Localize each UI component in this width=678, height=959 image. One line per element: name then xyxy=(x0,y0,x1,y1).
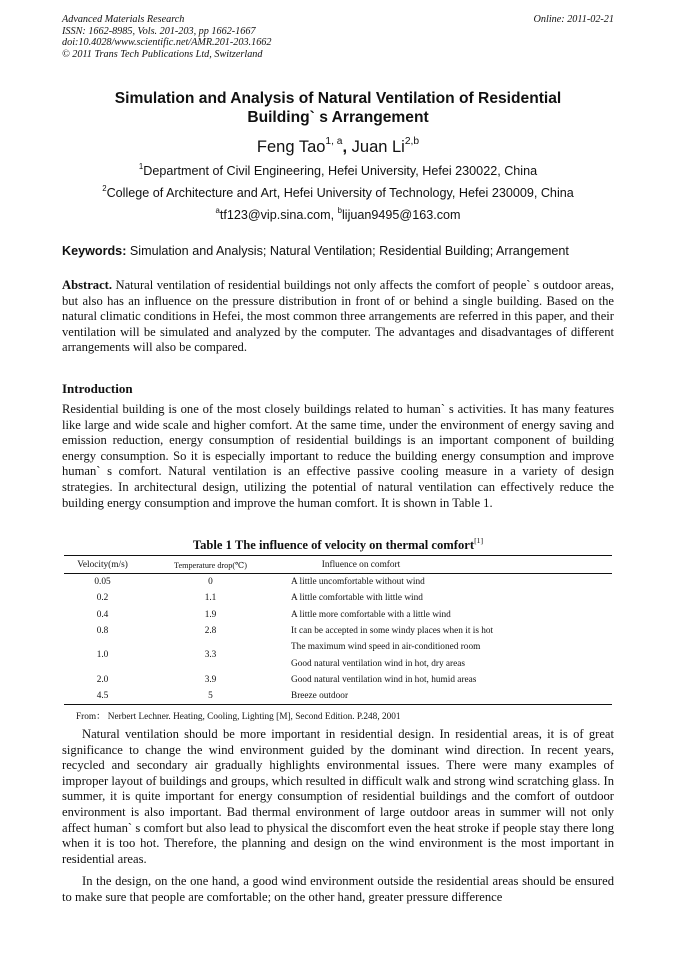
journal-name: Advanced Materials Research xyxy=(62,14,185,25)
section-heading-introduction: Introduction xyxy=(62,381,133,396)
author-emails: $^a$tf123@vip.sina.com, $^b$lijuan9495@163.com xyxy=(215,205,461,222)
paper-title xyxy=(62,89,614,127)
column-header-influence: Influence on comfort xyxy=(321,559,401,570)
table-row: 4.5 5 Breeze outdoor xyxy=(96,691,349,702)
doi-line: doi:10.4028/www.scientific.net/AMR.201-203.1662 xyxy=(62,37,272,49)
column-header-temperature: Temperature drop(℃) xyxy=(174,560,247,570)
table-row: 0.2 1.1 A little comfortable with little wind xyxy=(96,593,423,604)
author-name: Feng Tao xyxy=(256,138,326,156)
column-header-velocity: Velocity(m/s) xyxy=(77,559,128,570)
keywords-text: Simulation and Analysis; Natural Ventilation; Residential Building; Arrangement xyxy=(129,244,569,258)
issn-line: ISSN: 1662-8985, Vols. 201-203, pp 1662-1667 xyxy=(62,25,256,37)
abstract xyxy=(62,278,614,356)
table-citation: [1] xyxy=(474,535,484,545)
table-header-row xyxy=(64,556,612,574)
author-affiliation-marker: 2,b xyxy=(404,135,420,147)
author-separator: , xyxy=(342,138,352,156)
author-affiliation-marker: 1, a xyxy=(325,135,343,147)
affiliation-1: $^1$Department of Civil Engineering, Hefei University, Hefei 230022, China xyxy=(138,161,538,178)
table-row: 1.0 3.3 The maximum wind speed in air-conditioned room Good natural ventilation wind in hot, dry areas xyxy=(96,642,481,669)
keywords-label: Keywords: xyxy=(62,244,127,258)
intro-paragraph-1: Residential building is one of the most closely buildings related to human` s activities. It has many features like large and wide scale and higher comfort. At the same time, under the environment of energy saving and emission reduction, energy consumption of residential buildings is an important component of building energy consumption. So it is especially important to reduce the building energy consumption and improve human` s comfort. Natural ventilation is an effective passive cooling measure in a variety of design strategies. In architectural design, utilizing the potential of natural ventilation can effectively reduce the building energy consumption and improve the human comfort. It is shown in Table 1. xyxy=(62,402,614,510)
abstract-text: Natural ventilation of residential buildings not only affects the comfort of people` s outdoor areas, but also has an influence on the pressure distribution in front of or behind a single building. Based on the natural climatic conditions in Hefei, the most common three arrangements are referred in this paper, and their ventilation will be simulated and analyzed by the computer. The advantages and disadvantages of different arrangements will also be compared. xyxy=(62,278,615,355)
table-row: 0.05 0 A little uncomfortable without wind xyxy=(94,577,425,588)
abstract-label: Abstract. xyxy=(62,278,113,292)
body-paragraph-2: Natural ventilation should be more important in residential design. In residential areas, it is of great significance to change the wind environment guided by the dominant wind direction. In recent years, recycled and secondary air gradually highlights environmental issues. There were many examples of improper layout of buildings and groups, which resulted in difficult walk and strong wind scratching glass. In summer, it is quite important for energy consumption of residential buildings and the comfort of outdoor environment is also important. Bad thermal environment of large outdoor areas in summer will not only affect human` s comfort but also lead to physical the discomfort even the heat stroke if people stay there long when it is too hot. Therefore, the planning and design on the wind environment is the most important in residential areas. xyxy=(62,727,614,866)
table-caption: Table 1 The influence of velocity on thermal comfort[1] xyxy=(192,535,484,552)
copyright-line: © 2011 Trans Tech Publications Ltd, Switzerland xyxy=(62,48,263,60)
author-list xyxy=(62,137,614,157)
table-row: 0.4 1.9 A little more comfortable with a little wind xyxy=(96,609,451,620)
comfort-table xyxy=(64,555,612,705)
body-paragraph-3: In the design, on the one hand, a good wind environment outside the residential areas should be ensured to make sure that people are comfortable; on the other hand, greater pressure difference xyxy=(62,874,614,904)
table-row: 2.0 3.9 Good natural ventilation wind in hot, humid areas xyxy=(96,674,477,685)
title-line-1: Simulation and Analysis of Natural Ventilation of Residential xyxy=(114,90,562,107)
email-b[interactable]: lijuan9495@163.com xyxy=(341,208,461,222)
author-name: Juan Li xyxy=(351,138,405,156)
table-source-note: From： Nerbert Lechner. Heating, Cooling, Lighting [M], Second Edition. P.248, 2001 xyxy=(76,712,401,722)
journal-header xyxy=(62,14,614,60)
keywords xyxy=(62,243,622,259)
title-line-2: Building` s Arrangement xyxy=(247,109,429,126)
email-a[interactable]: tf123@vip.sina.com xyxy=(219,208,331,222)
table-row: 0.8 2.8 It can be accepted in some windy places when it is hot xyxy=(96,626,494,637)
affiliation-2: $^2$College of Architecture and Art, Hefei University of Technology, Hefei 230009, China xyxy=(102,183,574,200)
online-date: Online: 2011-02-21 xyxy=(533,14,614,25)
